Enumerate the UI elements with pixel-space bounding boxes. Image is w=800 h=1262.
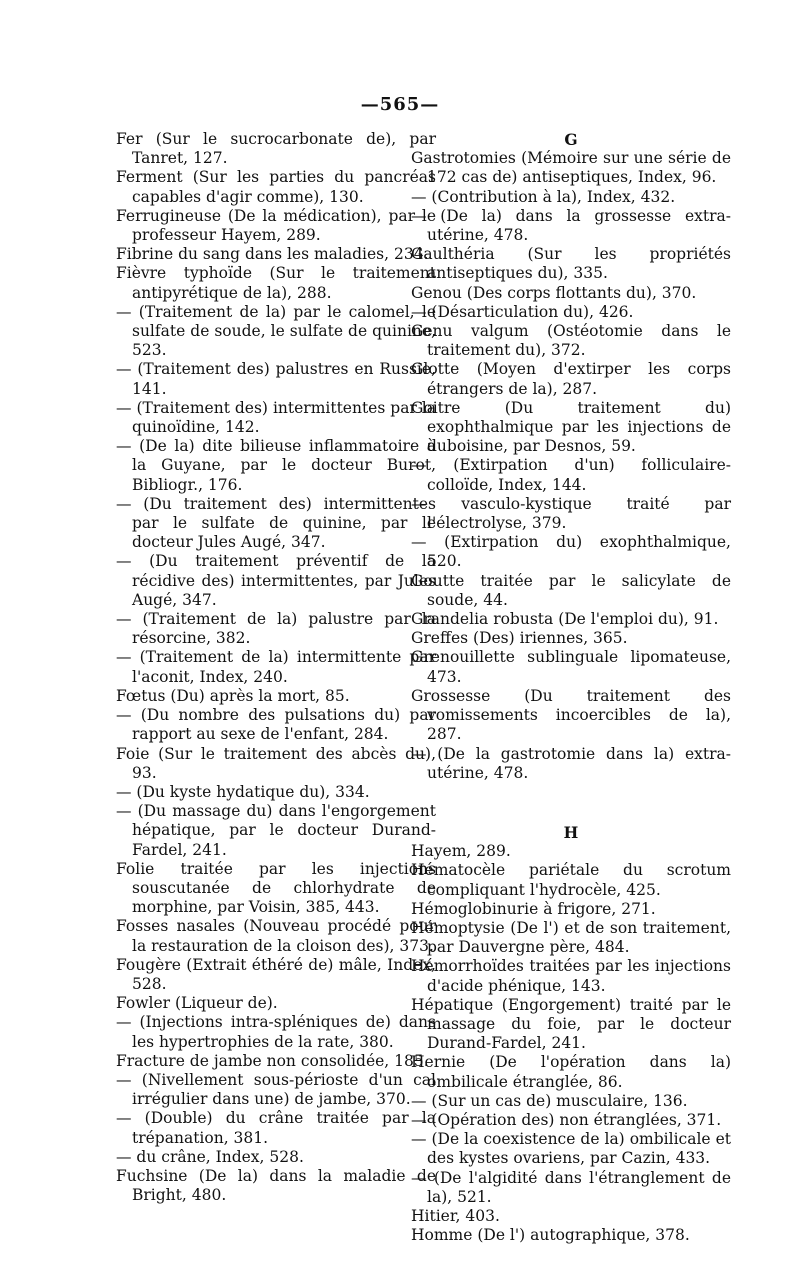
index-entry: — (Extirpation d'un) folliculaire-colloïde, Index, 144. <box>411 456 731 494</box>
index-entry: Hépatique (Engorgement) traité par le massage du foie, par le docteur Durand-Fardel, 241. <box>411 995 731 1053</box>
index-entry: Fœtus (Du) après la mort, 85. <box>116 686 350 705</box>
index-entry: — (Double) du crâne traitée par la trépanation, 381. <box>116 1109 436 1147</box>
index-entry: — (Du traitement des) intermittentes par le sulfate de quinine, par le docteur Jules Augé, 347. <box>116 494 436 552</box>
index-entry: Hémoglobinurie à frigore, 271. <box>411 899 656 918</box>
index-entry: — (Traitement de la) intermittente par l'aconit, Index, 240. <box>116 648 436 686</box>
index-entry: Homme (De l') autographique, 378. <box>411 1226 690 1245</box>
index-entry: Ferrugineuse (De la médication), par le professeur Hayem, 289. <box>116 206 436 245</box>
index-entry: — (De la) dans la grossesse extra-utérine, 478. <box>411 206 731 245</box>
index-entry: — (Désarticulation du), 426. <box>411 302 634 321</box>
index-entry: — du crâne, Index, 528. <box>116 1147 304 1166</box>
index-entry: — (Du massage du) dans l'engorgement hépatique, par le docteur Durand-Fardel, 241. <box>116 802 436 859</box>
index-entry: Glotte (Moyen d'extirper les corps étrangers de la), 287. <box>411 360 731 398</box>
index-entry: Gastrotomies (Mémoire sur une série de 172 cas de) antiseptiques, Index, 96. <box>411 149 731 187</box>
index-entry: — (Du nombre des pulsations du) par rapport au sexe de l'enfant, 284. <box>116 706 436 744</box>
index-entry: — vasculo-kystique traité par l'électrolyse, 379. <box>411 494 731 533</box>
index-entry: Fer (Sur le sucrocarbonate de), par Tanret, 127. <box>116 130 436 168</box>
index-entry: Hémoptysie (De l') et de son traitement, par Dauvergne père, 484. <box>411 918 731 957</box>
index-entry: Fowler (Liqueur de). <box>116 994 278 1013</box>
index-entry: Gaulthéria (Sur les propriétés antiseptiques du), 335. <box>411 245 731 283</box>
index-entry: — (Traitement de la) par le calomel, le sulfate de soude, le sulfate de quinine, 523. <box>116 302 436 360</box>
index-entry: Hayem, 289. <box>411 842 511 861</box>
right-column <box>411 130 731 1245</box>
index-entry: Fibrine du sang dans les maladies, 234. <box>116 245 429 264</box>
index-entry: Fièvre typhoïde (Sur le traitement antipyrétique de la), 288. <box>116 264 436 302</box>
index-entry: Genou (Des corps flottants du), 370. <box>411 283 697 302</box>
index-entry: — (Du kyste hydatique du), 334. <box>116 782 370 801</box>
section-letter-h: H <box>563 822 579 842</box>
index-entry: — (Traitement des) palustres en Russie, 141. <box>116 360 436 398</box>
index-entry: Folie traitée par les injections souscutanée de chlorhydrate de morphine, par Voisin, 385, 443. <box>116 859 436 917</box>
index-entry: Fosses nasales (Nouveau procédé pour la restauration de la cloison des), 373. <box>116 917 436 955</box>
index-entry: Goutte traitée par le salicylate de soude, 44. <box>411 571 731 609</box>
index-entry: — (De la gastrotomie dans la) extra-utérine, 478. <box>411 744 731 782</box>
index-entry: Genu valgum (Ostéotomie dans le traitement du), 372. <box>411 322 731 360</box>
index-entry: — (Nivellement sous-périoste d'un cal irrégulier dans une) de jambe, 370. <box>116 1070 436 1109</box>
section-letter-g: G <box>564 130 578 149</box>
index-entry: — (Sur un cas de) musculaire, 136. <box>411 1091 688 1110</box>
index-entry: Grandelia robusta (De l'emploi du), 91. <box>411 610 719 629</box>
index-entry: — (Injections intra-spléniques de) dans les hypertrophies de la rate, 380. <box>116 1013 436 1051</box>
index-entry: Goitre (Du traitement du) exophthalmique par les injections de duboisine, par Desnos, 59. <box>411 398 731 456</box>
index-entry: — (De la coexistence de la) ombilicale et des kystes ovariens, par Cazin, 433. <box>411 1130 731 1168</box>
index-entry: — (Extirpation du) exophthalmique, 520. <box>411 533 731 571</box>
index-entry: Hernie (De l'opération dans la) ombilicale étranglée, 86. <box>411 1053 731 1091</box>
index-entry: — (Du traitement préventif de la récidive des) intermittentes, par Jules Augé, 347. <box>116 552 436 609</box>
index-entry: — (De l'algidité dans l'étranglement de la), 521. <box>411 1168 731 1206</box>
index-entry: Ferment (Sur les parties du pancréas capables d'agir comme), 130. <box>116 168 436 206</box>
index-entry: Greffes (Des) iriennes, 365. <box>411 629 628 648</box>
index-entry: — (De la) dite bilieuse inflammatoire à la Guyane, par le docteur Burot, Bibliogr., 176. <box>116 437 436 494</box>
index-entry: Hémorrhoïdes traitées par les injections d'acide phénique, 143. <box>411 957 731 995</box>
section-spacer <box>411 783 731 823</box>
index-entry: — (Traitement des) intermittentes par la quinoïdine, 142. <box>116 398 436 437</box>
index-entry: — (Opération des) non étranglées, 371. <box>411 1110 722 1129</box>
page-number: —565— <box>360 94 440 115</box>
index-entry: Foie (Sur le traitement des abcès du), 93. <box>116 744 436 782</box>
index-entry: Grossesse (Du traitement des vomissements incoercibles de la), 287. <box>411 686 731 744</box>
index-entry: Hitier, 403. <box>411 1206 500 1225</box>
index-entry: — (Traitement de la) palustre par la résorcine, 382. <box>116 610 436 648</box>
left-column <box>116 130 436 1205</box>
index-entry: Grenouillette sublinguale lipomateuse, 473. <box>411 648 731 686</box>
index-entry: Fougère (Extrait éthéré de) mâle, Index, 528. <box>116 955 436 993</box>
index-entry: Fuchsine (De la) dans la maladie de Bright, 480. <box>116 1166 436 1205</box>
index-entry: — (Contribution à la), Index, 432. <box>411 187 676 206</box>
index-entry: Hématocèle pariétale du scrotum compliquant l'hydrocèle, 425. <box>411 861 731 899</box>
index-entry: Fracture de jambe non consolidée, 185. <box>116 1051 429 1070</box>
